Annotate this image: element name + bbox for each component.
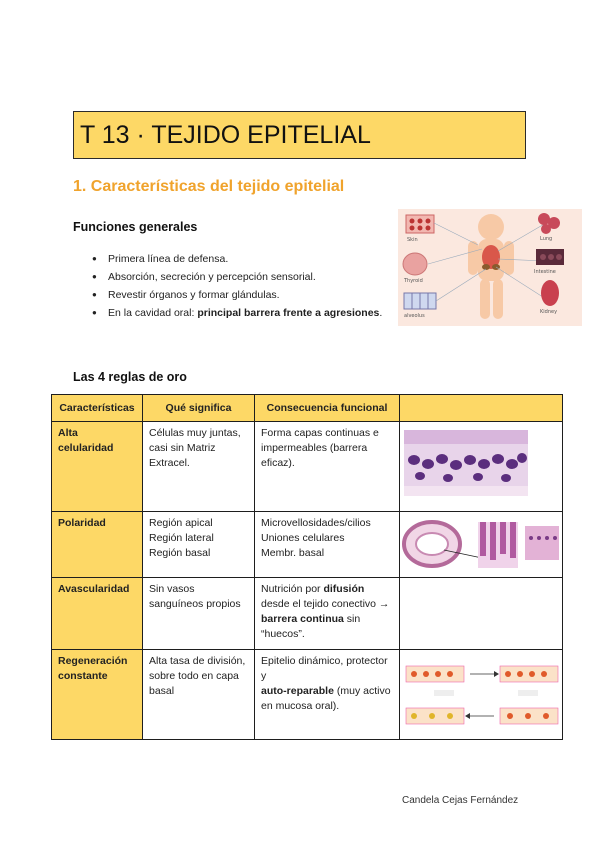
figure-label-skin: Skin — [407, 237, 418, 243]
row-characteristic: Avascularidad — [52, 578, 143, 650]
row-characteristic: Polaridad — [52, 512, 143, 578]
epithelium-locations-figure — [398, 209, 582, 326]
table-header-row — [52, 395, 563, 422]
header-image — [400, 395, 563, 422]
rules-table — [51, 394, 563, 740]
header-meaning: Qué significa — [143, 395, 255, 422]
regeneration-diagram — [400, 650, 563, 734]
row-meaning: Región apical Región lateral Región basal — [143, 512, 255, 578]
list-item: ● Absorción, secreción y percepción sensorial. — [92, 268, 382, 286]
body-illustration — [398, 209, 582, 326]
author-footer: Candela Cejas Fernández — [402, 795, 519, 806]
rules-heading: Las 4 reglas de oro — [73, 370, 187, 384]
page-title: T 13 · TEJIDO EPITELIAL — [73, 111, 526, 159]
row-characteristic: Regeneración constante — [52, 650, 143, 740]
row-meaning: Células muy juntas, casi sin Matriz Extracel. — [143, 422, 255, 512]
polarity-histology-image — [400, 512, 563, 572]
figure-label-alveolus: alveolus — [404, 313, 425, 319]
list-item: ● En la cavidad oral: principal barrera frente a agresiones. — [92, 304, 382, 322]
header-characteristics: Características — [52, 395, 143, 422]
figure-label-intestine: Intestine — [534, 269, 556, 275]
row-characteristic: Alta celularidad — [52, 422, 143, 512]
functions-heading: Funciones generales — [73, 220, 198, 234]
row-meaning: Alta tasa de división, sobre todo en capa basal — [143, 650, 255, 740]
table-row — [52, 578, 563, 650]
list-item: ● Revestir órganos y formar glándulas. — [92, 286, 382, 304]
row-image-cell — [400, 578, 563, 650]
header-consequence: Consecuencia funcional — [255, 395, 400, 422]
section-heading: 1. Características del tejido epitelial — [73, 178, 345, 195]
epithelium-histology-image — [400, 422, 563, 506]
figure-label-kidney: Kidney — [540, 309, 558, 315]
row-image-cell — [400, 650, 563, 740]
table-row — [52, 512, 563, 578]
figure-label-thyroid: Thyroid — [404, 278, 423, 284]
row-consequence: Forma capas continuas e impermeables (barrera eficaz). — [255, 422, 400, 512]
row-meaning: Sin vasos sanguíneos propios — [143, 578, 255, 650]
table-row — [52, 650, 563, 740]
table-row — [52, 422, 563, 512]
functions-list — [92, 250, 382, 322]
row-consequence: Epitelio dinámico, protector y auto-reparable (muy activo en mucosa oral). — [255, 650, 400, 740]
row-consequence: Nutrición por difusión desde el tejido conectivo → barrera continua sin “huecos”. — [255, 578, 400, 650]
row-consequence: Microvellosidades/cilios Uniones celulares Membr. basal — [255, 512, 400, 578]
list-item: ● Primera línea de defensa. — [92, 250, 382, 268]
figure-label-lung: Lung — [540, 236, 553, 242]
row-image-cell — [400, 512, 563, 578]
row-image-cell — [400, 422, 563, 512]
